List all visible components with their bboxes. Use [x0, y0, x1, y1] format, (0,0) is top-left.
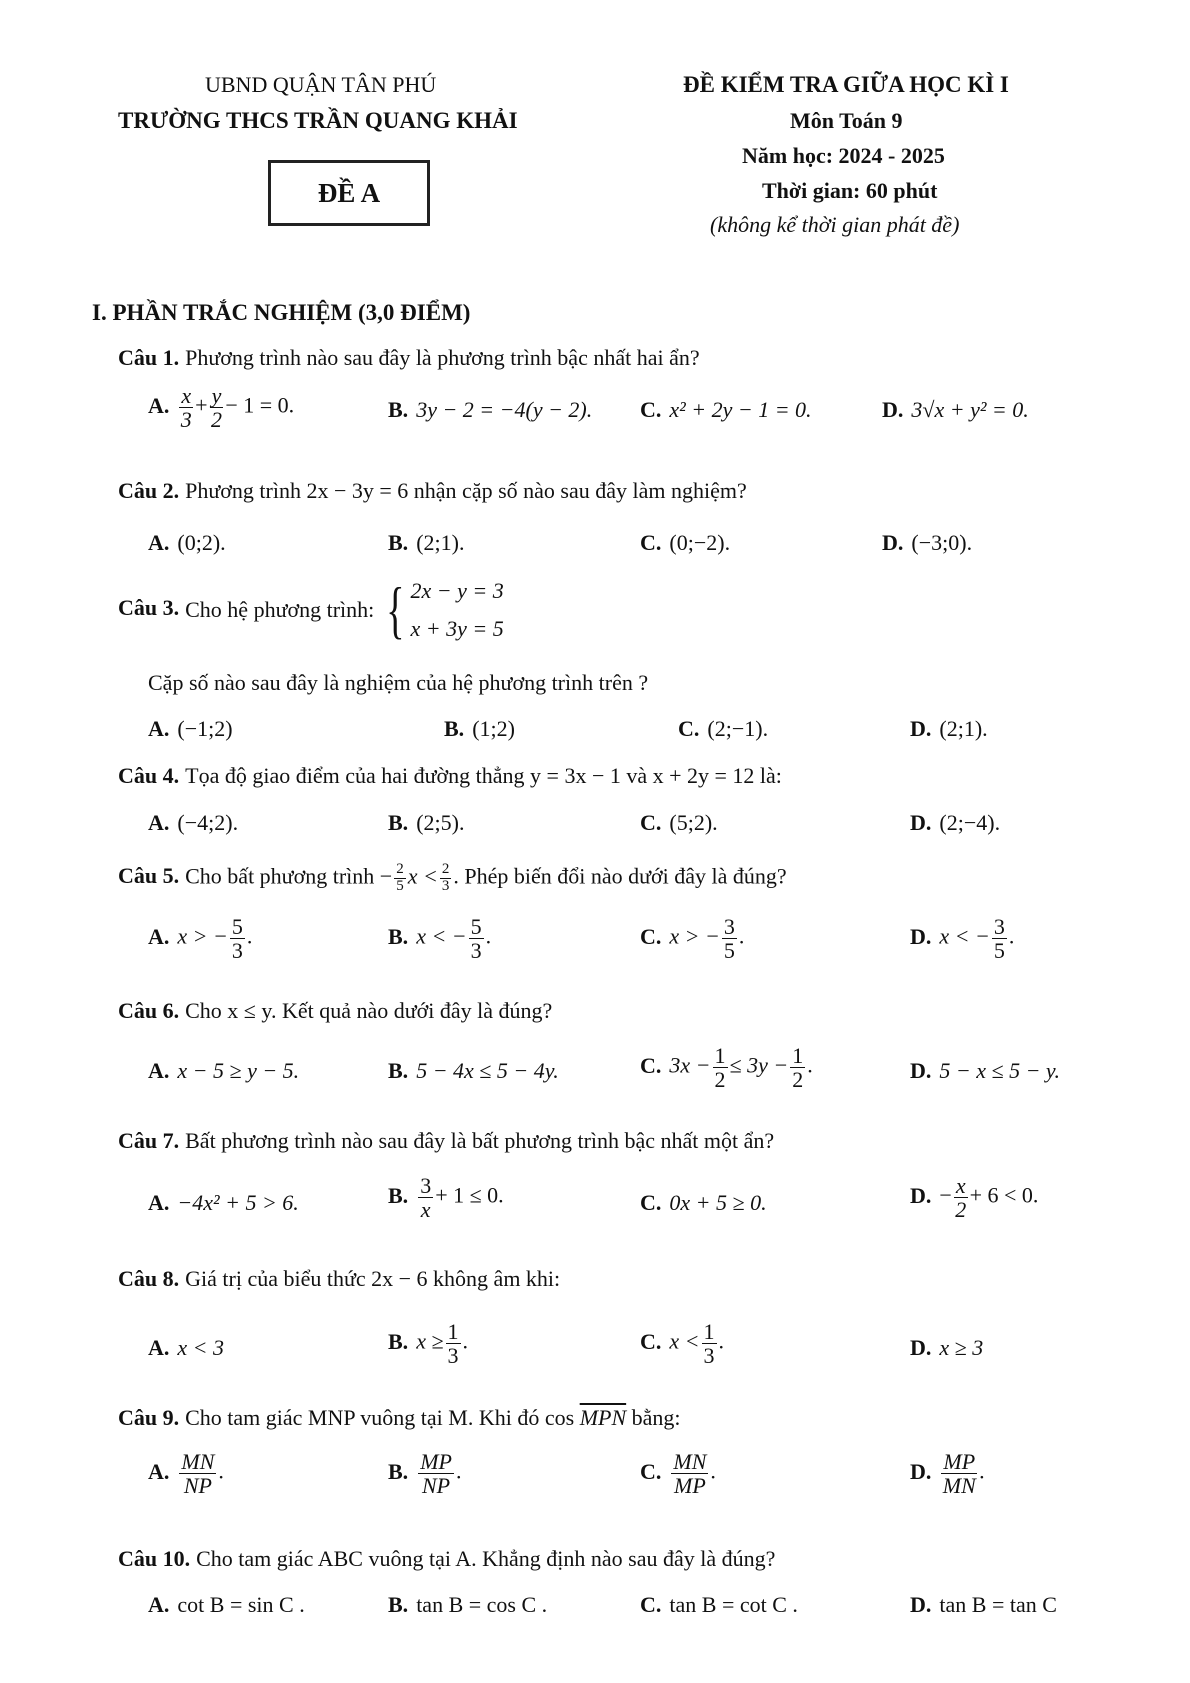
fraction: $\frac{1}{3}$ — [703, 1319, 715, 1369]
question-4: Câu 4. Tọa độ giao điểm của hai đường thẳng y = 3x − 1 và x + 2y = 12 là: — [118, 763, 782, 788]
q8-option-b[interactable]: B. x ≥ $\frac{1}{3}$ . — [388, 1319, 469, 1369]
fraction: $\frac{2}{3}$ — [441, 861, 450, 894]
q8-option-a[interactable]: A. x < 3 — [148, 1335, 225, 1360]
q4-option-d[interactable]: D. (2;−4). — [910, 810, 1001, 835]
q3-option-c[interactable]: C. (2;−1). — [678, 716, 769, 741]
fraction: $\frac{MN}{NP}$ — [181, 1449, 215, 1499]
q5-option-c[interactable]: C. x > − $\frac{3}{5}$ . — [640, 914, 745, 964]
q5-option-d[interactable]: D. x < − $\frac{3}{5}$ . — [910, 914, 1015, 964]
q4-option-b[interactable]: B. (2;5). — [388, 810, 465, 835]
q8-option-d[interactable]: D. x ≥ 3 — [910, 1335, 984, 1360]
fraction: $\frac{MP}{MN}$ — [942, 1449, 976, 1499]
q5-option-a[interactable]: A. x > − $\frac{5}{3}$ . — [148, 914, 253, 964]
question-10: Câu 10. Cho tam giác ABC vuông tại A. Khẳng định nào sau đây là đúng? — [118, 1546, 776, 1571]
q7-option-b[interactable]: B. $\frac{3}{x}$ + 1 ≤ 0. — [388, 1173, 504, 1223]
question-3-subtext: Cặp số nào sau đây là nghiệm của hệ phương trình trên ? — [148, 670, 649, 695]
exam-title: ĐỀ KIỂM TRA GIỮA HỌC KÌ I — [683, 72, 1009, 97]
q4-option-c[interactable]: C. (5;2). — [640, 810, 718, 835]
q9-option-c[interactable]: C. $\frac{MN}{MP}$ . — [640, 1449, 716, 1499]
school-year: Năm học: 2024 - 2025 — [742, 143, 945, 168]
q3-option-b[interactable]: B. (1;2) — [444, 716, 515, 741]
q2-option-c[interactable]: C. (0;−2). — [640, 530, 731, 555]
question-2: Câu 2. Phương trình 2x − 3y = 6 nhận cặp số nào sau đây làm nghiệm? — [118, 478, 747, 503]
fraction: $\frac{5}{3}$ — [470, 914, 482, 964]
fraction: $\frac{1}{2}$ — [792, 1043, 804, 1093]
duration: Thời gian: 60 phút — [762, 178, 938, 203]
q6-option-c[interactable]: C. 3x − $\frac{1}{2}$ ≤ 3y − $\frac{1}{2}$ . — [640, 1043, 813, 1093]
q2-option-d[interactable]: D. (−3;0). — [882, 530, 973, 555]
q3-option-d[interactable]: D. (2;1). — [910, 716, 988, 741]
exam-code: ĐỀ A — [317, 177, 381, 208]
q1-option-c[interactable]: C. x² + 2y − 1 = 0. — [640, 397, 812, 422]
q4-option-a[interactable]: A. (−4;2). — [148, 810, 239, 835]
q10-option-b[interactable]: B. tan B = cos C . — [388, 1592, 548, 1617]
q1-option-a[interactable]: A. $\frac{x}{3}$ + $\frac{y}{2}$ − 1 = 0. — [148, 383, 295, 433]
q9-option-a[interactable]: A. $\frac{MN}{NP}$ . — [148, 1449, 224, 1499]
angle-mpn: $\overline{MPN}$ — [579, 1405, 627, 1430]
subject: Môn Toán 9 — [790, 108, 903, 133]
section-title: I. PHẦN TRẮC NGHIỆM (3,0 ĐIỂM) — [92, 300, 471, 325]
q8-option-c[interactable]: C. x < $\frac{1}{3}$ . — [640, 1319, 725, 1369]
q7-option-c[interactable]: C. 0x + 5 ≥ 0. — [640, 1190, 767, 1215]
school-name: TRƯỜNG THCS TRẦN QUANG KHẢI — [118, 108, 518, 133]
q10-option-d[interactable]: D. tan B = tan C — [910, 1592, 1057, 1617]
fraction: $\frac{3}{5}$ — [723, 914, 735, 964]
q6-option-a[interactable]: A. x − 5 ≥ y − 5. — [148, 1058, 300, 1083]
equation-system: { 2x − y = 3 x + 3y = 5 — [385, 574, 504, 645]
district-name: UBND QUẬN TÂN PHÚ — [205, 72, 437, 97]
q7-option-a[interactable]: A. −4x² + 5 > 6. — [148, 1190, 299, 1215]
question-6: Câu 6. Cho x ≤ y. Kết quả nào dưới đây là đúng? — [118, 998, 553, 1023]
question-8: Câu 8. Giá trị của biểu thức 2x − 6 không âm khi: — [118, 1266, 561, 1291]
q3-option-a[interactable]: A. (−1;2) — [148, 716, 233, 741]
q9-option-b[interactable]: B. $\frac{MP}{NP}$ . — [388, 1449, 462, 1499]
q2-option-b[interactable]: B. (2;1). — [388, 530, 465, 555]
q6-option-b[interactable]: B. 5 − 4x ≤ 5 − 4y. — [388, 1058, 559, 1083]
question-3: Câu 3. Cho hệ phương trình: { 2x − y = 3 x + 3y = 5 — [118, 572, 504, 648]
question-7: Câu 7. Bất phương trình nào sau đây là bất phương trình bậc nhất một ẩn? — [118, 1128, 775, 1153]
question-1 — [118, 345, 700, 371]
fraction: $\frac{x}{2}$ — [955, 1173, 967, 1223]
fraction: $\frac{3}{5}$ — [993, 914, 1005, 964]
question-text: Phương trình nào sau đây là phương trình bậc nhất hai ẩn? — [185, 345, 700, 370]
q9-option-d[interactable]: D. $\frac{MP}{MN}$ . — [910, 1449, 985, 1499]
q6-option-d[interactable]: D. 5 − x ≤ 5 − y. — [910, 1058, 1060, 1083]
option-label: A. — [148, 392, 170, 418]
question-number: Câu 1. — [118, 345, 180, 370]
duration-note: (không kể thời gian phát đề) — [710, 212, 960, 237]
fraction: $\frac{1}{3}$ — [447, 1319, 459, 1369]
q7-option-d[interactable]: D. − $\frac{x}{2}$ + 6 < 0. — [910, 1173, 1039, 1223]
question-9: Câu 9. Cho tam giác MNP vuông tại M. Khi đó $\cos \overline{MPN}$ bằng: — [118, 1405, 681, 1430]
fraction: $\frac{x}{3}$ — [180, 383, 192, 433]
fraction: $\frac{1}{2}$ — [714, 1043, 726, 1093]
q1-option-b[interactable]: B. 3y − 2 = −4(y − 2). — [388, 397, 593, 422]
fraction: $\frac{5}{3}$ — [231, 914, 243, 964]
q1-option-d[interactable]: D. 3√x + y² = 0. — [882, 397, 1029, 422]
fraction: $\frac{MN}{MP}$ — [673, 1449, 707, 1499]
fraction: $\frac{2}{5}$ — [396, 861, 404, 894]
q2-option-a[interactable]: A. (0;2). — [148, 530, 226, 555]
exam-code-box — [268, 160, 430, 226]
fraction: $\frac{y}{2}$ — [210, 383, 222, 433]
q10-option-a[interactable]: A. cot B = sin C . — [148, 1592, 305, 1617]
fraction: $\frac{MP}{NP}$ — [420, 1449, 452, 1499]
fraction: $\frac{3}{x}$ — [420, 1173, 432, 1223]
question-5: Câu 5. Cho bất phương trình − $\frac{2}{5}$ x < $\frac{2}{3}$ . Phép biến đổi nào dưới đây là đúng? — [118, 861, 787, 894]
q10-option-c[interactable]: C. tan B = cot C . — [640, 1592, 798, 1617]
q5-option-b[interactable]: B. x < − $\frac{5}{3}$ . — [388, 914, 492, 964]
